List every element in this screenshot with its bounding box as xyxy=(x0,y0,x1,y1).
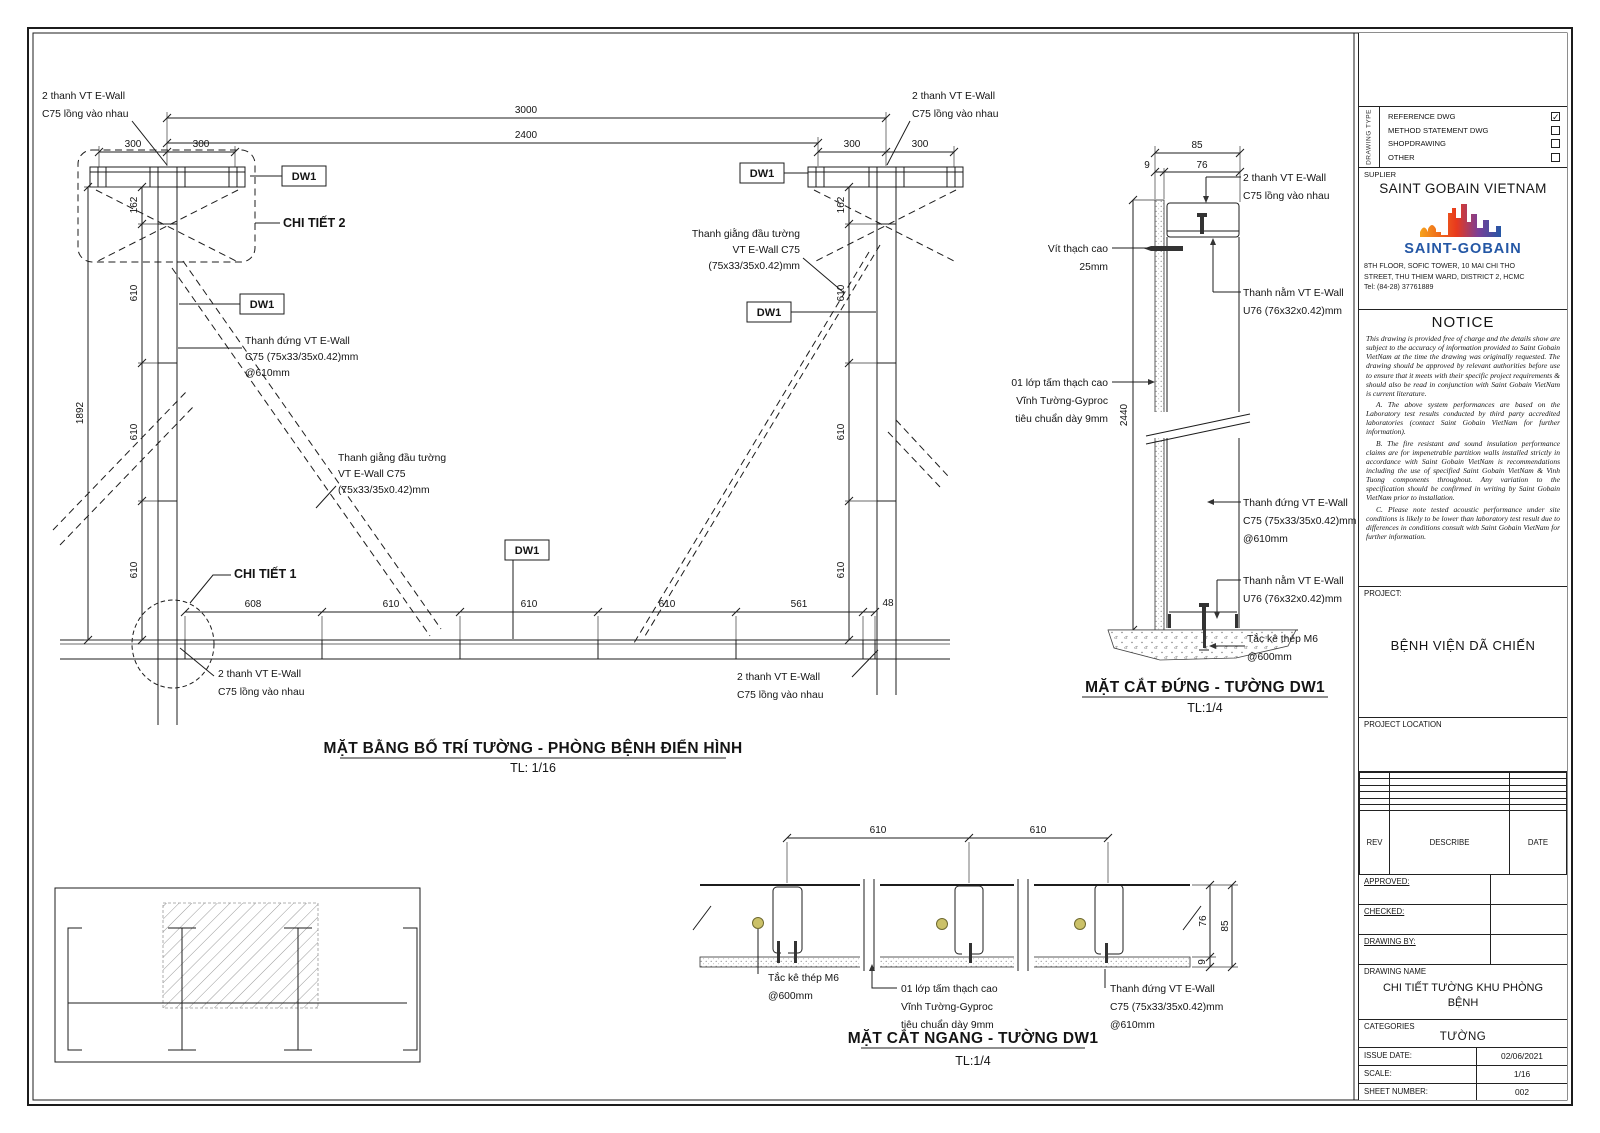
drawing-by-row xyxy=(1359,935,1567,965)
sheet-number-label: SHEET NUMBER: xyxy=(1359,1084,1477,1100)
scale-label: SCALE: xyxy=(1359,1066,1477,1083)
label-anchor: Tắc kê thép M6 xyxy=(1247,634,1318,645)
svg-text:C75 (75x33/35x0.42)mm: C75 (75x33/35x0.42)mm xyxy=(245,352,359,363)
label-stud: Thanh đứng VT E-Wall xyxy=(245,336,350,347)
drawing-type-option: OTHER xyxy=(1388,153,1560,162)
anchor-dot xyxy=(937,919,948,930)
drawing-by-value xyxy=(1491,935,1567,964)
svg-text:25mm: 25mm xyxy=(1079,262,1108,273)
svg-text:85: 85 xyxy=(1191,140,1203,151)
revision-header-row: REV DESCRIBE DATE xyxy=(1360,811,1567,875)
c-stud xyxy=(1095,885,1123,954)
project-name: BỆNH VIỆN DÃ CHIẾN xyxy=(1390,638,1536,653)
drawing-name-section xyxy=(1359,965,1567,1020)
dw1-tag: DW1 xyxy=(749,168,775,180)
drawing-name-label: DRAWING NAME xyxy=(1364,967,1427,976)
issue-date-row xyxy=(1359,1048,1567,1066)
svg-text:VT E-Wall C75: VT E-Wall C75 xyxy=(732,245,800,256)
svg-text:162: 162 xyxy=(129,196,140,214)
supplier-label: SUPLIER xyxy=(1364,170,1397,179)
wall-braces-dashed xyxy=(53,190,956,643)
label-stud: Thanh đứng VT E-Wall xyxy=(1110,984,1215,995)
svg-text:C75 (75x33/35x0.42)mm: C75 (75x33/35x0.42)mm xyxy=(1243,516,1357,527)
supplier-address: 8TH FLOOR, SOFIC TOWER, 10 MAI CHI THO STREET, THU THIEM WARD, DISTRICT 2, HCMC Tel: (84-28) 37761889 xyxy=(1364,262,1525,292)
saint-gobain-logo-icon xyxy=(1364,199,1562,243)
svg-text:tiêu chuẩn dày 9mm: tiêu chuẩn dày 9mm xyxy=(1015,414,1108,425)
svg-text:C75 lồng vào nhau: C75 lồng vào nhau xyxy=(737,690,824,701)
label-anchor: Tắc kê thép M6 xyxy=(768,973,839,984)
svg-text:608: 608 xyxy=(244,599,262,610)
svg-text:(75x33/35x0.42)mm: (75x33/35x0.42)mm xyxy=(338,485,430,496)
svg-text:610: 610 xyxy=(1029,825,1047,836)
horizontal-section xyxy=(693,825,1238,1068)
supplier-name: SAINT GOBAIN VIETNAM xyxy=(1379,181,1547,196)
svg-text:610: 610 xyxy=(836,561,847,579)
label-board: 01 lớp tấm thạch cao xyxy=(1011,378,1108,389)
drawing-type-option: REFERENCE DWG ✓ xyxy=(1388,112,1560,123)
label-two-studs: 2 thanh VT E-Wall xyxy=(912,91,995,102)
dw1-tag: DW1 xyxy=(514,545,540,557)
svg-text:300: 300 xyxy=(911,139,929,150)
label-detail-1: CHI TIẾT 1 xyxy=(234,567,297,581)
svg-text:610: 610 xyxy=(869,825,887,836)
categories-section xyxy=(1359,1020,1567,1048)
svg-text:76: 76 xyxy=(1198,915,1209,927)
key-plan xyxy=(55,888,420,1062)
project-location-label: PROJECT LOCATION xyxy=(1364,720,1442,729)
svg-text:610: 610 xyxy=(658,599,676,610)
svg-text:610: 610 xyxy=(836,423,847,441)
hsec-scale: TL:1/4 xyxy=(955,1054,991,1068)
checkbox-reference-dwg: ✓ xyxy=(1552,112,1560,123)
svg-text:@610mm: @610mm xyxy=(1243,534,1288,545)
svg-text:tiêu chuẩn dày 9mm: tiêu chuẩn dày 9mm xyxy=(901,1020,994,1031)
checkbox-method-statement xyxy=(1551,126,1560,135)
checked-label: CHECKED: xyxy=(1359,905,1491,934)
leader-lines xyxy=(132,121,910,677)
svg-text:Vĩnh Tường-Gyproc: Vĩnh Tường-Gyproc xyxy=(1016,396,1108,407)
label-screw: Vít thạch cao xyxy=(1047,244,1108,255)
project-location-section xyxy=(1359,718,1567,772)
svg-text:300: 300 xyxy=(843,139,861,150)
notice-paragraph: B. The fire resistant and sound insulation performance claims are for impenetrable partition walls installed strictly in accordance with Saint Gobain VietNam is recommendations including the use of specified Saint Gobain VietNam & Vinh Tuong components throughout. Any variation to the specification should be confirmed in writing by Saint Gobain VietNam prior to installation. xyxy=(1366,438,1560,503)
checkbox-shopdrawing xyxy=(1551,139,1560,148)
label-detail-2: CHI TIẾT 2 xyxy=(283,216,346,230)
drawing-type-option: METHOD STATEMENT DWG xyxy=(1388,126,1560,135)
approved-row xyxy=(1359,875,1567,905)
drawing-by-label: DRAWING BY: xyxy=(1359,935,1491,964)
vertical-section xyxy=(1011,140,1356,715)
notice-title: NOTICE xyxy=(1431,314,1495,331)
svg-text:9: 9 xyxy=(1144,160,1150,171)
dw1-tag: DW1 xyxy=(291,171,317,183)
hsec-annotations xyxy=(768,971,1223,1031)
svg-text:1892: 1892 xyxy=(75,401,86,425)
svg-text:610: 610 xyxy=(520,599,538,610)
drywall-screw xyxy=(1151,246,1183,251)
svg-text:@610mm: @610mm xyxy=(245,368,290,379)
checked-value xyxy=(1491,905,1567,934)
drawing-type-option: SHOPDRAWING xyxy=(1388,139,1560,148)
issue-date-value: 02/06/2021 xyxy=(1501,1051,1543,1061)
svg-text:VT E-Wall C75: VT E-Wall C75 xyxy=(338,469,406,480)
label-track: Thanh nằm VT E-Wall xyxy=(1243,576,1344,587)
label-two-studs: 2 thanh VT E-Wall xyxy=(218,669,301,680)
svg-text:76: 76 xyxy=(1196,160,1208,171)
plan-view xyxy=(42,91,999,775)
vsec-scale: TL:1/4 xyxy=(1187,701,1223,715)
label-board: 01 lớp tấm thạch cao xyxy=(901,984,998,995)
svg-text:610: 610 xyxy=(129,284,140,302)
label-two-studs: 2 thanh VT E-Wall xyxy=(737,672,820,683)
svg-text:@610mm: @610mm xyxy=(1110,1020,1155,1031)
svg-text:9: 9 xyxy=(1197,959,1208,965)
svg-text:610: 610 xyxy=(129,423,140,441)
key-plan-highlight xyxy=(163,903,318,1008)
revision-table xyxy=(1359,772,1567,875)
svg-text:48: 48 xyxy=(882,598,894,609)
svg-text:3000: 3000 xyxy=(514,105,538,116)
title-block xyxy=(1358,33,1567,1100)
anchor-dot xyxy=(1075,919,1086,930)
svg-text:162: 162 xyxy=(836,196,847,214)
dw1-tag: DW1 xyxy=(756,307,782,319)
gypsum-board-strip xyxy=(700,957,1190,967)
label-track: Thanh nằm VT E-Wall xyxy=(1243,288,1344,299)
svg-text:610: 610 xyxy=(836,284,847,302)
label-stud: Thanh đứng VT E-Wall xyxy=(1243,498,1348,509)
approved-value xyxy=(1491,875,1567,904)
plan-scale: TL: 1/16 xyxy=(510,761,556,775)
notice-paragraph: A. The above system performances are based on the Laboratory test results conducted by third party accredited laboratories (contact Saint Gobain VietNam for further information). xyxy=(1366,399,1560,437)
svg-text:C75 lồng vào nhau: C75 lồng vào nhau xyxy=(1243,191,1330,202)
svg-text:610: 610 xyxy=(382,599,400,610)
checked-row xyxy=(1359,905,1567,935)
label-two-studs: 2 thanh VT E-Wall xyxy=(42,91,125,102)
label-brace: Thanh giằng đầu tường xyxy=(338,453,447,464)
sheet-number-row xyxy=(1359,1084,1567,1100)
svg-text:C75 lồng vào nhau: C75 lồng vào nhau xyxy=(912,109,999,120)
label-two-studs: 2 thanh VT E-Wall xyxy=(1243,173,1326,184)
svg-text:561: 561 xyxy=(790,599,808,610)
svg-text:(75x33/35x0.42)mm: (75x33/35x0.42)mm xyxy=(708,261,800,272)
scale-value: 1/16 xyxy=(1513,1069,1531,1079)
label-brace: Thanh giằng đầu tường xyxy=(691,229,800,240)
svg-text:300: 300 xyxy=(124,139,142,150)
saint-gobain-wordmark: SAINT-GOBAIN xyxy=(1404,241,1522,257)
drawing-type-side-label: DRAWING TYPE xyxy=(1359,107,1380,167)
dw1-tag: DW1 xyxy=(249,299,275,311)
checkbox-other xyxy=(1551,153,1560,162)
project-label: PROJECT: xyxy=(1364,589,1402,598)
categories-label: CATEGORIES xyxy=(1364,1022,1415,1031)
notice-section xyxy=(1359,310,1567,587)
svg-text:U76 (76x32x0.42)mm: U76 (76x32x0.42)mm xyxy=(1243,306,1343,317)
plan-title: MẶT BẰNG BỐ TRÍ TƯỜNG - PHÒNG BỆNH ĐIỂN HÌNH xyxy=(323,740,743,757)
sheet-number-value: 002 xyxy=(1515,1087,1529,1097)
drawing-type-section xyxy=(1359,107,1567,168)
titleblock-blank xyxy=(1359,33,1567,107)
svg-text:U76 (76x32x0.42)mm: U76 (76x32x0.42)mm xyxy=(1243,594,1343,605)
scale-row xyxy=(1359,1066,1567,1084)
drawing-name-value: CHI TIẾT TƯỜNG KHU PHÒNG BỆNH xyxy=(1382,982,1543,1010)
vsec-title: MẶT CẮT ĐỨNG - TƯỜNG DW1 xyxy=(1085,679,1325,696)
categories-value: TƯỜNG xyxy=(1439,1031,1487,1043)
notice-paragraph: This drawing is provided free of charge and the details show are subject to the accuracy of information provided to Saint Gobain VietNam at the time the drawing was originally requested. The drawing should be approved by relevant authorities before use to ensure that it meets with their specific project requirements & should also be read in conjunction with Saint Gobain VietNam is current literature. xyxy=(1366,334,1560,398)
svg-text:85: 85 xyxy=(1220,920,1231,932)
svg-text:C75 (75x33/35x0.42)mm: C75 (75x33/35x0.42)mm xyxy=(1110,1002,1224,1013)
svg-text:2400: 2400 xyxy=(514,130,538,141)
plan-dimensions xyxy=(75,105,929,610)
anchor-dot xyxy=(753,918,764,929)
svg-text:C75 lồng vào nhau: C75 lồng vào nhau xyxy=(42,109,129,120)
svg-text:C75 lồng vào nhau: C75 lồng vào nhau xyxy=(218,687,305,698)
svg-text:Vĩnh Tường-Gyproc: Vĩnh Tường-Gyproc xyxy=(901,1002,993,1013)
notice-paragraph: C. Please note tested acoustic performance under site conditions is likely to be lower than laboratory test result due to differences in conditions consult with Saint Gobain VietNam for further information. xyxy=(1366,504,1560,541)
revision-table-section xyxy=(1359,772,1567,875)
hsec-title: MẶT CẮT NGANG - TƯỜNG DW1 xyxy=(847,1030,1099,1047)
svg-text:300: 300 xyxy=(192,139,210,150)
svg-text:2440: 2440 xyxy=(1119,403,1130,427)
svg-text:@600mm: @600mm xyxy=(1247,652,1292,663)
supplier-section xyxy=(1359,168,1567,310)
issue-date-label: ISSUE DATE: xyxy=(1359,1048,1477,1065)
svg-text:@600mm: @600mm xyxy=(768,991,813,1002)
svg-text:610: 610 xyxy=(129,561,140,579)
anchor-bolt xyxy=(1199,603,1209,607)
approved-label: APPROVED: xyxy=(1359,875,1491,904)
dimension-ticks xyxy=(84,114,958,644)
project-section xyxy=(1359,587,1567,718)
